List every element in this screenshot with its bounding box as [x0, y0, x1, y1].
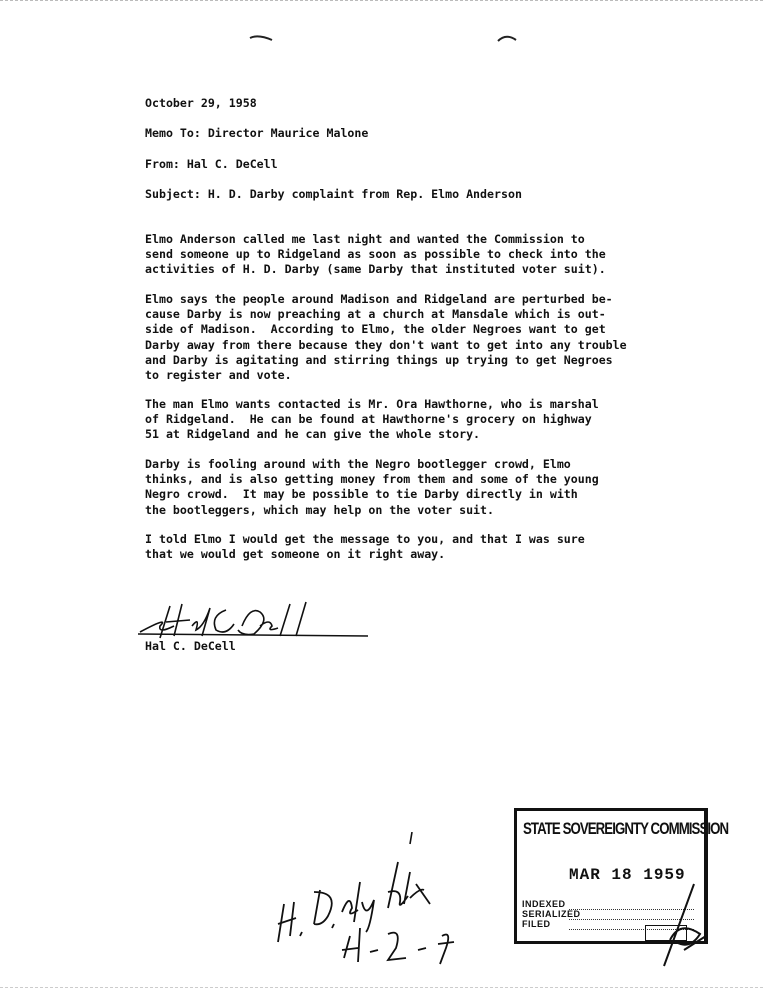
memo-to: Memo To: Director Maurice Malone [145, 126, 369, 140]
initials-scrawl [650, 880, 710, 970]
paragraph-3: The man Elmo wants contacted is Mr. Ora Hawthorne, who is marshal of Ridgeland. He can be found at Hawthorne's grocery on highway 51 at Ridgeland and he can give the whole story. [145, 397, 599, 442]
signature-name: Hal C. DeCell [145, 639, 236, 653]
stamp-date: MAR 18 1959 [569, 866, 686, 884]
paragraph-2: Elmo says the people around Madison and Ridgeland are perturbed be- cause Darby is now preaching at a church at Mansdale which is out- side of Madison. According to Elmo, the older Negroes want to get Darby away from there because they don't want to get into any trouble and Darby is agitating and stirring things up trying to get Negroes to register and vote. [145, 292, 627, 383]
stamp-row-indexed: INDEXED [522, 899, 566, 909]
handwritten-file-note [270, 832, 470, 972]
punch-mark-left [248, 32, 274, 42]
top-page-edge [0, 0, 763, 1]
stamp-row-serialized: SERIALIZED [522, 909, 581, 919]
paragraph-4: Darby is fooling around with the Negro bootlegger crowd, Elmo thinks, and is also getting money from them and some of the young Negro crowd. It may be possible to tie Darby directly in with the bootleggers, which may help on the voter suit. [145, 457, 599, 517]
punch-mark-right [496, 32, 518, 44]
memo-from: From: Hal C. DeCell [145, 157, 278, 171]
bottom-page-edge [0, 987, 763, 988]
paragraph-5: I told Elmo I would get the message to you, and that I was sure that we would get someone on it right away. [145, 532, 585, 562]
stamp-title: STATE SOVEREIGNTY COMMISSION [523, 819, 729, 838]
memo-date: October 29, 1958 [145, 96, 257, 110]
paragraph-1: Elmo Anderson called me last night and wanted the Commission to send someone up to Ridgeland as soon as possible to check into the activities of H. D. Darby (same Darby that instituted voter suit). [145, 232, 606, 277]
memo-subject: Subject: H. D. Darby complaint from Rep. Elmo Anderson [145, 187, 522, 201]
stamp-row-filed: FILED [522, 919, 551, 929]
